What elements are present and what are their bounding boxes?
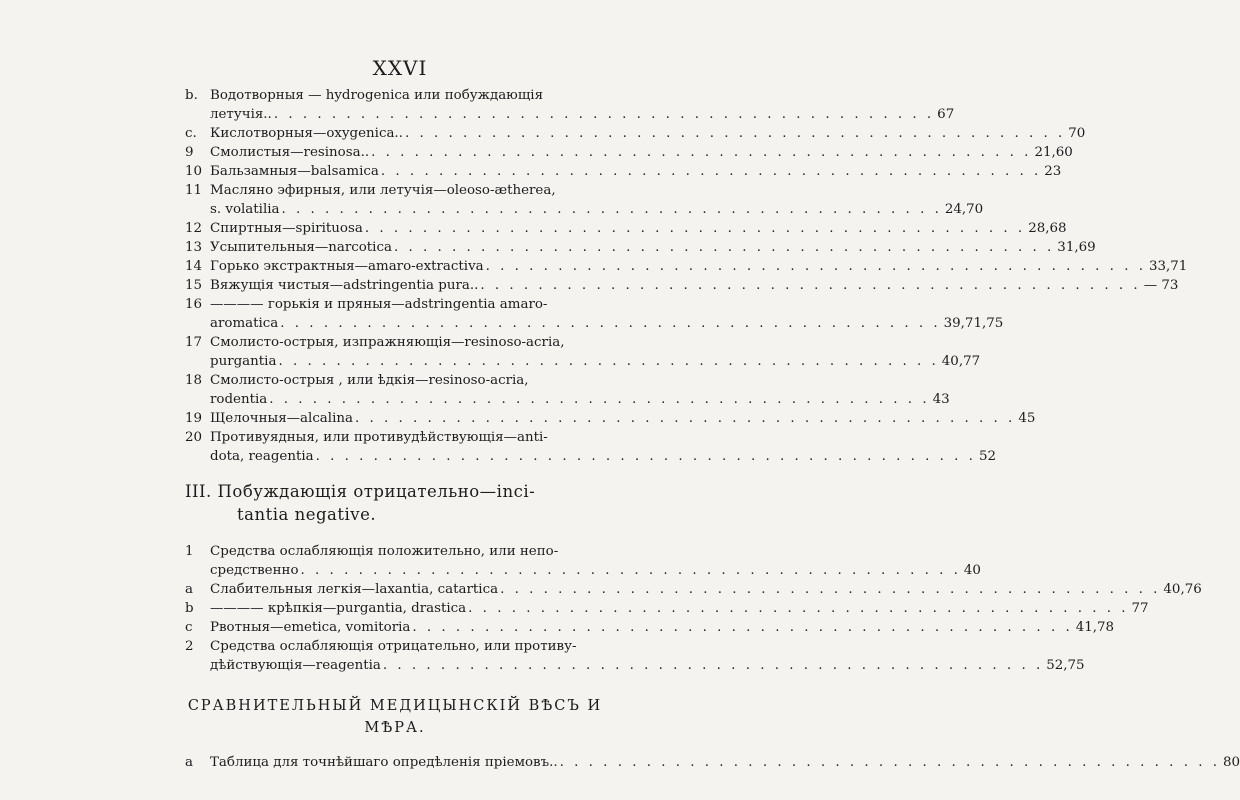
entry-page-ref: 80 — [1222, 755, 1240, 770]
entry-page-ref: — 73 — [1143, 278, 1179, 293]
entry-number: b — [185, 601, 194, 616]
toc-entry — [185, 428, 996, 466]
entry-page-ref: 41,78 — [1075, 620, 1115, 635]
entry-body — [210, 580, 1202, 599]
entry-text: Таблица для точнѣйшаго опредѣленія пріемовъ.. — [210, 755, 558, 770]
entry-text: Рвотныя—emetica, vomitoria — [210, 620, 411, 635]
entry-body — [210, 257, 1187, 276]
toc-entry — [185, 276, 1179, 295]
entry-number: b. — [185, 88, 198, 103]
toc-entry — [185, 257, 1188, 276]
entry-number: 11 — [185, 183, 203, 198]
entry-leader-line — [210, 257, 1187, 276]
entry-number: a — [185, 582, 193, 597]
toc-list-section-3 — [185, 542, 1202, 675]
toc-entry — [185, 295, 1004, 333]
entry-text: Горько экстрактныя—amaro-extractiva — [210, 259, 484, 274]
entry-number: 12 — [185, 221, 203, 236]
entry-number: 18 — [185, 373, 203, 388]
entry-number: 15 — [185, 278, 203, 293]
weights-title-line1: СРАВНИТЕЛЬНЫЙ МЕДИЦЫНСКІЙ ВѢСЪ И — [187, 698, 603, 714]
entry-leader-line — [210, 580, 1202, 599]
entry-number: 14 — [185, 259, 203, 274]
leader-dots: . . . . . . . . . . . . . . . . . . . . . . . . . . . . . . . . . . . . . . . . . . . . . . — [500, 582, 1161, 597]
entry-leader-line — [210, 105, 954, 124]
toc-list-weights — [185, 753, 1240, 772]
entry-page-ref: 70 — [1068, 126, 1086, 141]
toc-entry — [185, 371, 950, 409]
entry-page-ref: 77 — [1131, 601, 1149, 616]
leader-dots: . . . . . . . . . . . . . . . . . . . . . . . . . . . . . . . . . . . . . . . . . . . . . . — [559, 755, 1220, 770]
section-3-title — [185, 480, 605, 526]
toc-entry — [185, 162, 1062, 181]
toc-entry — [185, 124, 1086, 143]
toc-entry — [185, 637, 1085, 675]
entry-number: 19 — [185, 411, 203, 426]
entry-leader-line — [210, 276, 1178, 295]
entry-line: Смолисто-острыя , или ѣдкія—resinoso-acria, — [210, 373, 529, 388]
toc-entry — [185, 219, 1067, 238]
entry-body — [210, 238, 1096, 257]
entry-body — [210, 637, 1085, 675]
entry-number: c. — [185, 126, 197, 141]
entry-leader-line — [210, 238, 1096, 257]
entry-text: Смолистыя—resinosa.. — [210, 145, 370, 160]
entry-page-ref: 40,76 — [1163, 582, 1202, 597]
entry-leader-line — [210, 753, 1240, 772]
entry-page-ref: 40,77 — [941, 354, 981, 369]
entry-text: Вяжущія чистыя—adstringentia pura.. — [210, 278, 479, 293]
entry-page-ref: 33,71 — [1148, 259, 1188, 274]
entry-body — [210, 618, 1114, 637]
leader-dots: . . . . . . . . . . . . . . . . . . . . . . . . . . . . . . . . . . . . . . . . . . . . . . — [468, 601, 1129, 616]
entry-text: летучія.. — [210, 107, 272, 122]
entry-text: Слабительныя легкія—laxantia, catartica — [210, 582, 499, 597]
entry-text: rodentia — [210, 392, 268, 407]
entry-page-ref: 52 — [978, 449, 996, 464]
toc-entry — [185, 86, 955, 124]
entry-body — [210, 333, 980, 371]
entry-page-ref: 43 — [932, 392, 950, 407]
entry-leader-line — [210, 390, 950, 409]
entry-page-ref: 23 — [1044, 164, 1062, 179]
leader-dots: . . . . . . . . . . . . . . . . . . . . . . . . . . . . . . . . . . . . . . . . . . . . . . — [485, 259, 1146, 274]
toc-entry — [185, 599, 1149, 618]
leader-dots: . . . . . . . . . . . . . . . . . . . . . . . . . . . . . . . . . . . . . . . . . . . . . . — [371, 145, 1032, 160]
entry-page-ref: 28,68 — [1028, 221, 1067, 236]
entry-line: ———— горькія и пряныя—adstringentia amaro- — [210, 297, 548, 312]
entry-body — [210, 276, 1178, 295]
leader-dots: . . . . . . . . . . . . . . . . . . . . . . . . . . . . . . . . . . . . . . . . . . . . . . — [273, 107, 935, 122]
entry-body — [210, 371, 950, 409]
entry-body — [210, 86, 954, 124]
entry-leader-line — [210, 447, 996, 466]
leader-dots: . . . . . . . . . . . . . . . . . . . . . . . . . . . . . . . . . . . . . . . . . . . . . . — [354, 411, 1016, 426]
entry-number: 20 — [185, 430, 203, 445]
entry-body — [210, 409, 1035, 428]
entry-text: ———— крѣпкія—purgantia, drastica — [210, 601, 467, 616]
leader-dots: . . . . . . . . . . . . . . . . . . . . . . . . . . . . . . . . . . . . . . . . . . . . . . — [382, 658, 1044, 673]
entry-number: 9 — [185, 145, 194, 160]
entry-text: Бальзамныя—balsamica — [210, 164, 379, 179]
leader-dots: . . . . . . . . . . . . . . . . . . . . . . . . . . . . . . . . . . . . . . . . . . . . . . — [364, 221, 1026, 236]
page-number: XXVI — [372, 56, 428, 80]
leader-dots: . . . . . . . . . . . . . . . . . . . . . . . . . . . . . . . . . . . . . . . . . . . . . . — [404, 126, 1066, 141]
entry-body — [210, 219, 1067, 238]
entry-line: Противуядныя, или противудѣйствующія—anti- — [210, 430, 548, 445]
weights-title-line2: МѢРА. — [364, 720, 426, 736]
entry-leader-line — [210, 143, 1073, 162]
entry-page-ref: 21,60 — [1034, 145, 1073, 160]
entry-leader-line — [210, 219, 1067, 238]
entry-number: 1 — [185, 544, 194, 559]
entry-text: Кислотворныя—oxygenica.. — [210, 126, 403, 141]
toc-entry — [185, 580, 1202, 599]
entry-leader-line — [210, 618, 1114, 637]
entry-text: dota, reagentia — [210, 449, 314, 464]
entry-leader-line — [210, 352, 980, 371]
entry-text: средственно — [210, 563, 299, 578]
entry-leader-line — [210, 200, 983, 219]
entry-number: 16 — [185, 297, 203, 312]
entry-line: Средства ослабляющія отрицательно, или противу- — [210, 639, 577, 654]
entry-body — [210, 542, 981, 580]
entry-body — [210, 295, 1003, 333]
entry-line: Средства ослабляющія положительно, или непо- — [210, 544, 559, 559]
entry-leader-line — [210, 314, 1003, 333]
leader-dots: . . . . . . . . . . . . . . . . . . . . . . . . . . . . . . . . . . . . . . . . . . . . . . — [278, 354, 939, 369]
entry-number: c — [185, 620, 193, 635]
leader-dots: . . . . . . . . . . . . . . . . . . . . . . . . . . . . . . . . . . . . . . . . . . . . . . — [315, 449, 976, 464]
entry-body — [210, 181, 983, 219]
entry-number: 13 — [185, 240, 203, 255]
leader-dots: . . . . . . . . . . . . . . . . . . . . . . . . . . . . . . . . . . . . . . . . . . . . . . — [380, 164, 1042, 179]
leader-dots: . . . . . . . . . . . . . . . . . . . . . . . . . . . . . . . . . . . . . . . . . . . . . . — [412, 620, 1073, 635]
entry-text: purgantia — [210, 354, 277, 369]
toc-entry — [185, 143, 1073, 162]
entry-page-ref: 45 — [1018, 411, 1036, 426]
section-3-title-line2: tantia negative. — [237, 505, 377, 524]
entry-leader-line — [210, 124, 1085, 143]
entry-leader-line — [210, 599, 1149, 618]
entry-body — [210, 599, 1149, 618]
entry-text: Спиртныя—spirituosa — [210, 221, 363, 236]
entry-number: 2 — [185, 639, 194, 654]
entry-text: s. volatilia — [210, 202, 280, 217]
entry-page-ref: 52,75 — [1046, 658, 1085, 673]
entry-body — [210, 753, 1240, 772]
toc-entry — [185, 181, 984, 219]
entry-body — [210, 143, 1073, 162]
toc-entry — [185, 333, 981, 371]
leader-dots: . . . . . . . . . . . . . . . . . . . . . . . . . . . . . . . . . . . . . . . . . . . . . . — [393, 240, 1055, 255]
entry-page-ref: 39,71,75 — [943, 316, 1004, 331]
entry-page-ref: 31,69 — [1057, 240, 1096, 255]
toc-entry — [185, 618, 1115, 637]
section-3-title-line1: III. Побуждающія отрицательно—inci- — [185, 482, 536, 501]
entry-number: 10 — [185, 164, 203, 179]
toc-entry — [185, 542, 981, 580]
entry-page-ref: 40 — [963, 563, 981, 578]
leader-dots: . . . . . . . . . . . . . . . . . . . . . . . . . . . . . . . . . . . . . . . . . . . . . . — [300, 563, 961, 578]
entry-body — [210, 428, 996, 466]
entry-leader-line — [210, 656, 1085, 675]
leader-dots: . . . . . . . . . . . . . . . . . . . . . . . . . . . . . . . . . . . . . . . . . . . . . . — [281, 202, 942, 217]
entry-leader-line — [210, 409, 1035, 428]
toc-entry — [185, 753, 1240, 772]
toc-entry — [185, 238, 1096, 257]
entry-page-ref: 24,70 — [944, 202, 984, 217]
entry-page-ref: 67 — [937, 107, 955, 122]
entry-text: Усыпительныя—narcotica — [210, 240, 392, 255]
entry-line: Масляно эфирныя, или летучія—oleoso-ætherea, — [210, 183, 556, 198]
entry-body — [210, 162, 1061, 181]
leader-dots: . . . . . . . . . . . . . . . . . . . . . . . . . . . . . . . . . . . . . . . . . . . . . . — [480, 278, 1141, 293]
toc-column — [185, 86, 1240, 772]
entry-text: дѣйствующія—reagentia — [210, 658, 381, 673]
entry-leader-line — [210, 561, 981, 580]
entry-text: aromatica — [210, 316, 279, 331]
leader-dots: . . . . . . . . . . . . . . . . . . . . . . . . . . . . . . . . . . . . . . . . . . . . . . — [269, 392, 930, 407]
weights-section-title — [185, 695, 605, 739]
entry-line: Водотворныя — hydrogenica или побуждающія — [210, 88, 544, 103]
entry-number: 17 — [185, 335, 203, 350]
entry-number: а — [185, 755, 193, 770]
toc-list-top — [185, 86, 1188, 466]
entry-leader-line — [210, 162, 1061, 181]
leader-dots: . . . . . . . . . . . . . . . . . . . . . . . . . . . . . . . . . . . . . . . . . . . . . . — [280, 316, 941, 331]
entry-text: Щелочныя—alcalina — [210, 411, 353, 426]
entry-line: Смолисто-острыя, изпражняющія—resinoso-acria, — [210, 335, 565, 350]
toc-entry — [185, 409, 1036, 428]
entry-body — [210, 124, 1085, 143]
